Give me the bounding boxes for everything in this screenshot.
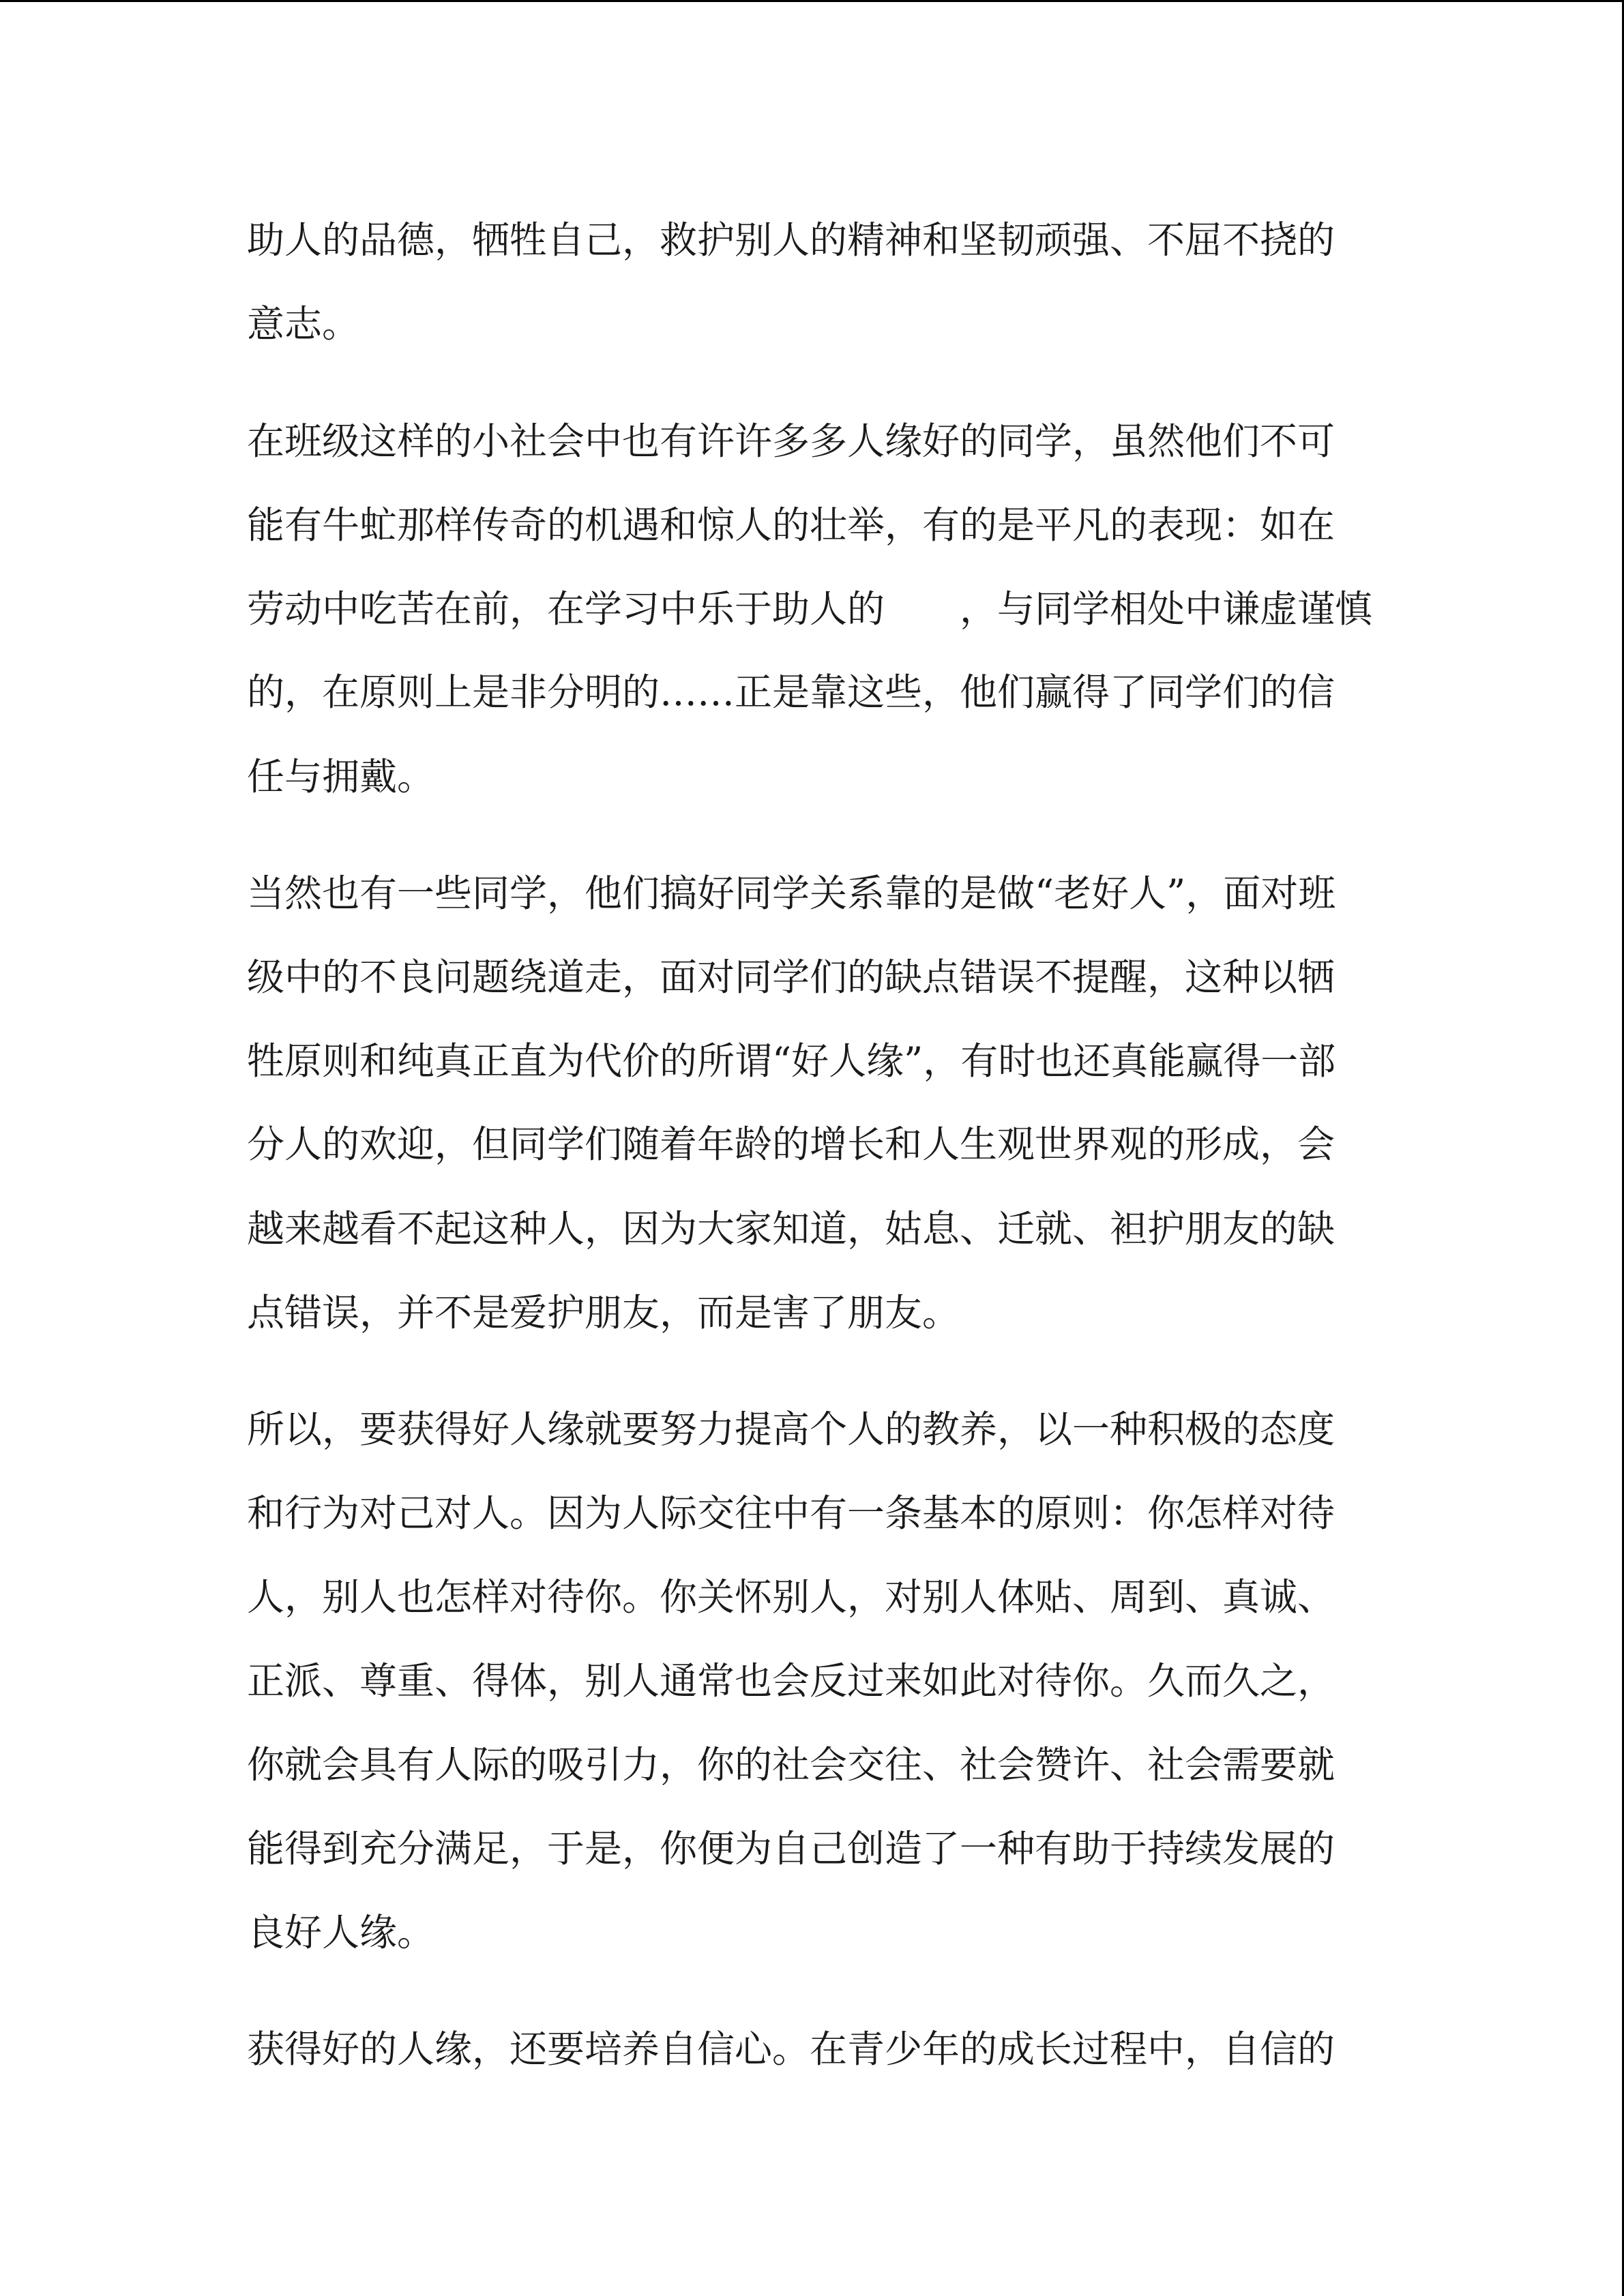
text-line: 获得好的人缘，还要培养自信心。在青少年的成长过程中，自信的 — [247, 2027, 1335, 2071]
text-line: 在班级这样的小社会中也有许许多多人缘好的同学，虽然他们不可 — [247, 419, 1335, 463]
text-line: 当然也有一些同学，他们搞好同学关系靠的是做“老好人”，面对班 — [247, 871, 1336, 915]
text-line: 牲原则和纯真正直为代价的所谓“好人缘”，有时也还真能赢得一部 — [247, 1039, 1336, 1083]
text-line: 能得到充分满足，于是，你便为自己创造了一种有助于持续发展的 — [247, 1827, 1335, 1870]
text-line: 点错误，并不是爱护朋友，而是害了朋友。 — [247, 1291, 960, 1335]
text-line: 良好人缘。 — [247, 1911, 435, 1954]
text-line: 和行为对己对人。因为人际交往中有一条基本的原则：你怎样对待 — [247, 1491, 1335, 1535]
text-line: 的，在原则上是非分明的……正是靠这些，他们赢得了同学们的信 — [247, 670, 1335, 714]
text-line: 人，别人也怎样对待你。你关怀别人，对别人体贴、周到、真诚、 — [247, 1575, 1335, 1619]
text-line: 劳动中吃苦在前，在学习中乐于助人的 ，与同学相处中谦虚谨慎 — [247, 587, 1373, 631]
page-border-top — [0, 0, 1624, 2]
text-line: 所以，要获得好人缘就要努力提高个人的教养，以一种积极的态度 — [247, 1407, 1335, 1451]
text-line: 正派、尊重、得体，别人通常也会反过来如此对待你。久而久之， — [247, 1659, 1335, 1703]
text-line: 分人的欢迎，但同学们随着年龄的增长和人生观世界观的形成，会 — [247, 1122, 1335, 1166]
text-line: 级中的不良问题绕道走，面对同学们的缺点错误不提醒，这种以牺 — [247, 955, 1335, 999]
text-line: 能有牛虻那样传奇的机遇和惊人的壮举，有的是平凡的表现：如在 — [247, 503, 1335, 547]
text-line: 意志。 — [247, 302, 360, 346]
text-line: 任与拥戴。 — [247, 755, 435, 799]
text-line: 越来越看不起这种人，因为大家知道，姑息、迁就、袒护朋友的缺 — [247, 1207, 1335, 1251]
text-line: 助人的品德，牺牲自己，救护别人的精神和坚韧顽强、不屈不挠的 — [247, 218, 1335, 262]
text-line: 你就会具有人际的吸引力，你的社会交往、社会赞许、社会需要就 — [247, 1743, 1335, 1787]
